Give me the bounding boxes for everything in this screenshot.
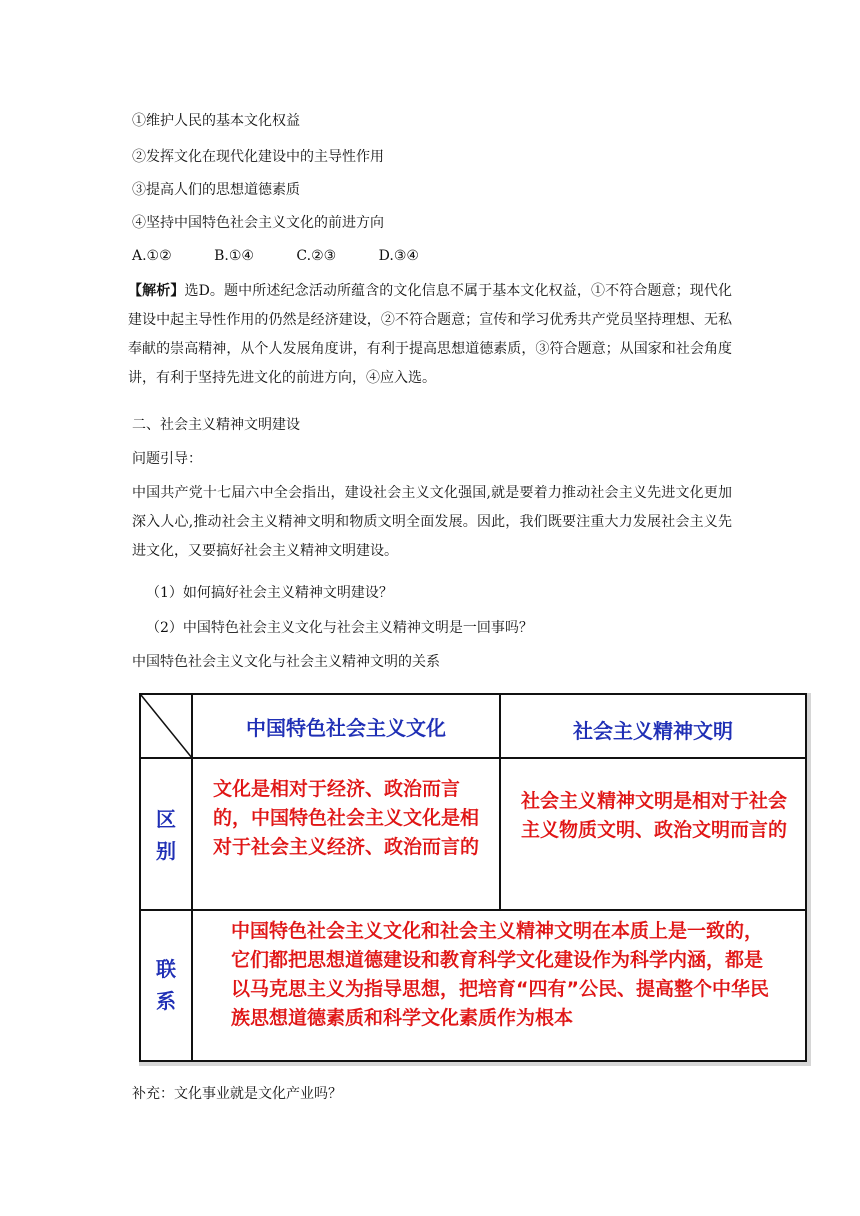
relation-title: 中国特色社会主义文化与社会主义精神文明的关系 — [132, 654, 440, 670]
analysis-text: 选D。题中所述纪念活动所蕴含的文化信息不属于基本文化权益，①不符合题意；现代化建设中起主导性作用的仍然是经济建设，②不符合题意；宣传和学习优秀共产党员坚持理想、无私奉献的崇高精神，从个人发展角度讲，有利于提高思想道德素质，③符合题意；从国家和社会角度讲，有利于坚持先进文化的前进方向，④应入选。 — [128, 283, 733, 386]
option-a: A.①② — [132, 248, 172, 264]
header-chinese-socialist-culture: 中国特色社会主义文化 — [246, 716, 446, 740]
analysis-tag: 【解析】 — [128, 283, 185, 299]
item-4: ④坚持中国特色社会主义文化的前进方向 — [132, 215, 384, 231]
difference-civilization-text: 社会主义精神文明是相对于社会主义物质文明、政治文明而言的 — [521, 790, 788, 841]
question-2: （2）中国特色社会主义文化与社会主义精神文明是一回事吗？ — [146, 620, 533, 636]
corner-diagonal — [141, 695, 192, 758]
header-spiritual-civilization: 社会主义精神文明 — [573, 719, 733, 743]
table-divider-header — [141, 757, 805, 759]
label-difference-char-2: 别 — [156, 839, 176, 863]
label-connection — [141, 953, 191, 1017]
section-title: 二、社会主义精神文明建设 — [132, 417, 300, 433]
option-d: D.③④ — [378, 248, 419, 264]
relation-table-shadow — [139, 693, 811, 1066]
guide-paragraph: 中国共产党十七届六中全会指出，建设社会主义文化强国,就是要着力推动社会主义先进文化更加深入人心,推动社会主义精神文明和物质文明全面发展。因此，我们既要注重大力发展社会主义先进文化，又要搞好社会主义精神文明建设。 — [132, 485, 732, 559]
item-2: ②发挥文化在现代化建设中的主导性作用 — [132, 149, 384, 165]
label-connection-char-1: 联 — [156, 957, 176, 981]
table-divider-row — [141, 909, 805, 911]
option-b: B.①④ — [214, 248, 254, 264]
item-1: ①维护人民的基本文化权益 — [132, 113, 300, 129]
label-connection-char-2: 系 — [156, 989, 176, 1013]
option-c: C.②③ — [296, 248, 337, 264]
item-3: ③提高人们的思想道德素质 — [132, 182, 300, 198]
difference-culture-text: 文化是相对于经济、政治而言的，中国特色社会主义文化是相对于社会主义经济、政治而言的 — [213, 778, 480, 858]
guide-label: 问题引导： — [132, 451, 202, 467]
supplement-question: 补充：文化事业就是文化产业吗？ — [132, 1086, 342, 1102]
answer-options — [132, 246, 457, 266]
connection-text: 中国特色社会主义文化和社会主义精神文明在本质上是一致的，它们都把思想道德建设和教育科学文化建设作为科学内涵，都是以马克思主义为指导思想，把培育“四有”公民、提高整个中华民族思想道德素质和科学文化素质作为根本 — [231, 920, 769, 1029]
label-difference-char-1: 区 — [156, 807, 176, 831]
relation-table — [139, 693, 807, 1062]
label-difference — [141, 803, 191, 867]
question-1: （1）如何搞好社会主义精神文明建设？ — [146, 585, 393, 601]
analysis-paragraph — [128, 277, 732, 393]
